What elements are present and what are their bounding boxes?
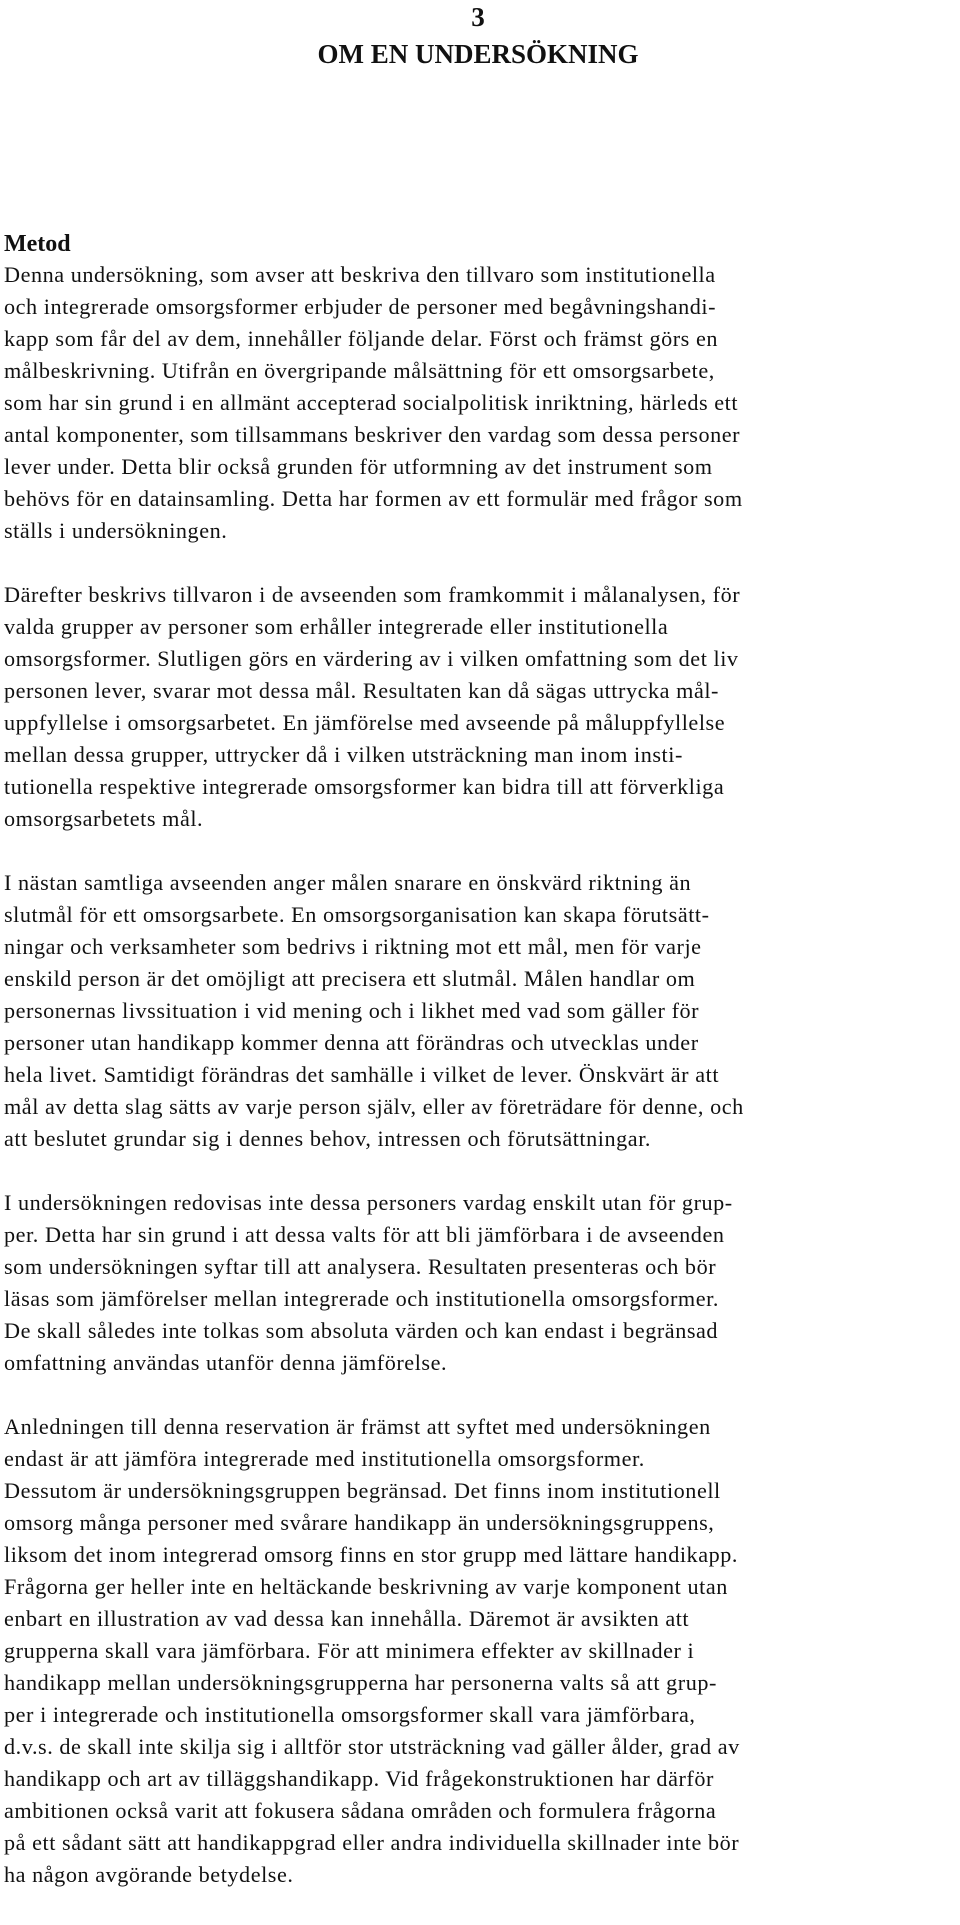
text-line: handikapp mellan undersökningsgrupperna har personerna valts så att grup- (4, 1670, 717, 1695)
chapter-number: 3 (471, 2, 485, 32)
text-line: d.v.s. de skall inte skilja sig i alltför stor utsträckning vad gäller ålder, grad av (4, 1734, 740, 1759)
text-line: på ett sådant sätt att handikappgrad eller andra individuella skillnader inte bör (4, 1830, 740, 1855)
text-line: Denna undersökning, som avser att beskriva den tillvaro som institutionella (4, 262, 716, 287)
text-line: valda grupper av personer som erhåller integrerade eller institutionella (4, 614, 669, 639)
text-line: De skall således inte tolkas som absoluta värden och kan endast i begränsad (4, 1318, 719, 1343)
text-line: I nästan samtliga avseenden anger målen snarare en önskvärd riktning än (4, 870, 692, 895)
text-line: enbart en illustration av vad dessa kan innehålla. Däremot är avsikten att (4, 1606, 690, 1631)
text-line: per. Detta har sin grund i att dessa valts för att bli jämförbara i de avseenden (4, 1222, 725, 1247)
text-line: personen lever, svarar mot dessa mål. Resultaten kan då sägas uttrycka mål- (4, 678, 719, 703)
text-line: liksom det inom integrerad omsorg finns en stor grupp med lättare handikapp. (4, 1542, 738, 1567)
paragraph (4, 1187, 952, 1379)
chapter-title: OM EN UNDERSÖKNING (317, 39, 639, 69)
text-line: handikapp och art av tilläggshandikapp. Vid frågekonstruktionen har därför (4, 1766, 714, 1791)
text-line: som har sin grund i en allmänt accepterad socialpolitisk inriktning, härleds ett (4, 390, 739, 415)
text-line: grupperna skall vara jämförbara. För att minimera effekter av skillnader i (4, 1638, 695, 1663)
paragraph (4, 867, 952, 1155)
text-line: Därefter beskrivs tillvaron i de avseenden som framkommit i målanalysen, för (4, 582, 741, 607)
text-line: Anledningen till denna reservation är främst att syftet med undersökningen (4, 1414, 711, 1439)
text-line: kapp som får del av dem, innehåller följande delar. Först och främst görs en (4, 326, 718, 351)
text-line: personernas livssituation i vid mening och i likhet med vad som gäller för (4, 998, 700, 1023)
text-line: Frågorna ger heller inte en heltäckande beskrivning av varje komponent utan (4, 1574, 728, 1599)
text-line: omsorgsformer. Slutligen görs en värdering av i vilken omfattning som det liv (4, 646, 739, 671)
text-line: I undersökningen redovisas inte dessa personers vardag enskilt utan för grup- (4, 1190, 733, 1215)
text-line: antal komponenter, som tillsammans beskriver den vardag som dessa personer (4, 422, 741, 447)
paragraph (4, 259, 952, 547)
text-line: personer utan handikapp kommer denna att förändras och utvecklas under (4, 1030, 699, 1055)
text-line: lever under. Detta blir också grunden för utformning av det instrument som (4, 454, 713, 479)
text-line: omsorg många personer med svårare handikapp än undersökningsgruppens, (4, 1510, 715, 1535)
text-line: hela livet. Samtidigt förändras det samhälle i vilket de lever. Önskvärt är att (4, 1062, 720, 1087)
text-line: ambitionen också varit att fokusera sådana områden och formulera frågorna (4, 1798, 717, 1823)
text-line: endast är att jämföra integrerade med institutionella omsorgsformer. (4, 1446, 645, 1471)
text-line: ningar och verksamheter som bedrivs i riktning mot ett mål, men för varje (4, 934, 702, 959)
text-line: ha någon avgörande betydelse. (4, 1862, 294, 1887)
text-line: slutmål för ett omsorgsarbete. En omsorgsorganisation kan skapa förutsätt- (4, 902, 710, 927)
text-line: att beslutet grundar sig i dennes behov, intressen och förutsättningar. (4, 1126, 652, 1151)
text-line: läsas som jämförelser mellan integrerade och institutionella omsorgsformer. (4, 1286, 719, 1311)
text-line: omsorgsarbetets mål. (4, 806, 204, 831)
paragraph (4, 1411, 952, 1891)
body-text (4, 259, 952, 1891)
section-heading: Metod (4, 231, 71, 257)
text-line: mellan dessa grupper, uttrycker då i vilken utsträckning man inom insti- (4, 742, 683, 767)
text-line: målbeskrivning. Utifrån en övergripande målsättning för ett omsorgsarbete, (4, 358, 715, 383)
text-line: tutionella respektive integrerade omsorgsformer kan bidra till att förverkliga (4, 774, 725, 799)
text-line: ställs i undersökningen. (4, 518, 228, 543)
text-line: enskild person är det omöjligt att precisera ett slutmål. Målen handlar om (4, 966, 696, 991)
text-line: per i integrerade och institutionella omsorgsformer skall vara jämförbara, (4, 1702, 696, 1727)
text-line: uppfyllelse i omsorgsarbetet. En jämförelse med avseende på måluppfyllelse (4, 710, 726, 735)
text-line: och integrerade omsorgsformer erbjuder de personer med begåvningshandi- (4, 294, 717, 319)
text-line: som undersökningen syftar till att analysera. Resultaten presenteras och bör (4, 1254, 717, 1279)
text-line: mål av detta slag sätts av varje person själv, eller av företrädare för denne, och (4, 1094, 744, 1119)
paragraph (4, 579, 952, 835)
text-line: omfattning användas utanför denna jämförelse. (4, 1350, 448, 1375)
text-line: behövs för en datainsamling. Detta har formen av ett formulär med frågor som (4, 486, 743, 511)
text-line: Dessutom är undersökningsgruppen begränsad. Det finns inom institutionell (4, 1478, 721, 1503)
